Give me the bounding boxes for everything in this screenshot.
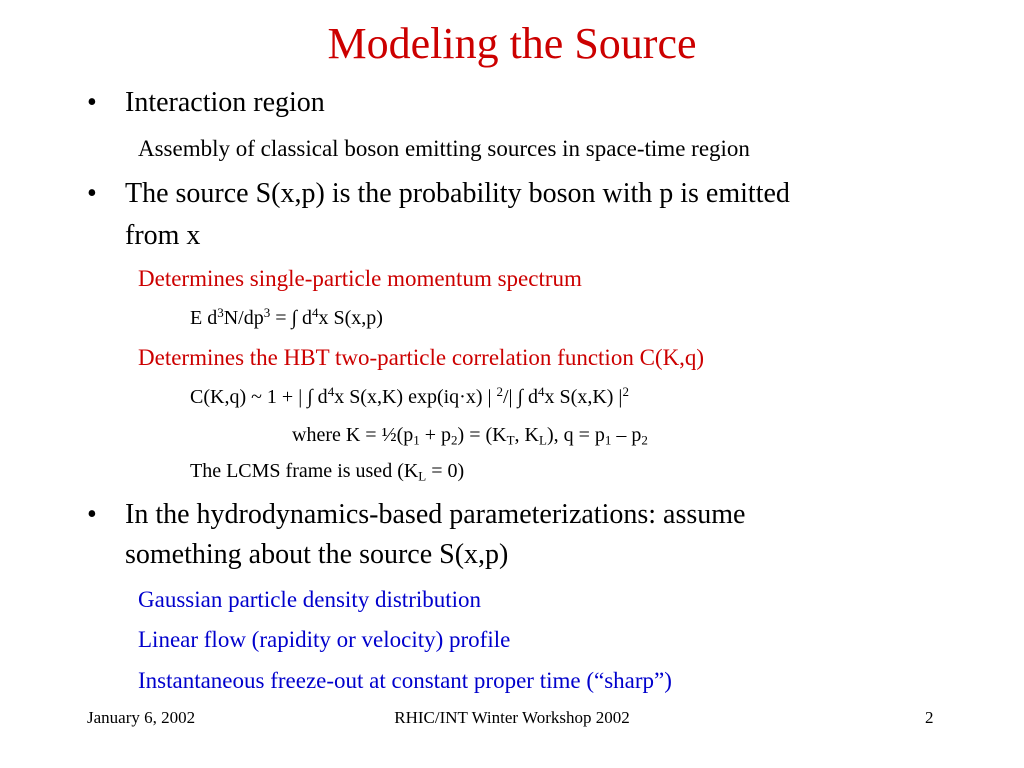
eq-text: ) = (K <box>457 424 507 446</box>
footer-date: January 6, 2002 <box>87 708 196 727</box>
eq-text: C(K,q) ~ 1 + | ∫ d <box>190 386 328 408</box>
equation-spectrum <box>190 305 383 331</box>
eq-sup: 4 <box>327 383 335 399</box>
bullet-text: In the hydrodynamics-based parameterizations: assume <box>125 499 746 530</box>
sub-bullet-freeze-out: Instantaneous freeze-out at constant proper time (“sharp”) <box>138 668 672 693</box>
footer-page-number: 2 <box>925 708 934 727</box>
eq-text: where K = ½(p <box>292 424 414 446</box>
equation-k-q-definition <box>292 422 648 448</box>
eq-text: + p <box>419 424 452 446</box>
bullet-icon: • <box>87 178 97 209</box>
bullet-text: The source S(x,p) is the probability boson with p is emitted <box>125 178 790 209</box>
eq-text: E d <box>190 307 218 329</box>
eq-sub: 1 <box>604 432 612 448</box>
eq-sup: 4 <box>538 383 545 399</box>
equation-lcms-frame <box>190 458 464 484</box>
eq-sup: 2 <box>496 383 503 399</box>
equation-correlation <box>190 384 629 410</box>
bullet-interaction-region <box>87 86 325 120</box>
eq-sub: T <box>506 432 515 448</box>
eq-sup: 3 <box>263 304 271 320</box>
bullet-icon: • <box>87 87 97 118</box>
bullet-source-definition <box>87 177 790 211</box>
bullet-hydrodynamics <box>87 498 746 532</box>
eq-sub: 2 <box>451 432 458 448</box>
sub-bullet-assembly: Assembly of classical boson emitting sources in space-time region <box>138 136 750 161</box>
sub-bullet-linear-flow: Linear flow (rapidity or velocity) profile <box>138 627 511 652</box>
bullet-icon: • <box>87 499 97 530</box>
eq-text: x S(x,K) | <box>544 386 623 408</box>
eq-sub: 1 <box>413 432 420 448</box>
bullet-source-definition-cont: from x <box>125 220 201 251</box>
sub-bullet-momentum-spectrum: Determines single-particle momentum spectrum <box>138 266 582 291</box>
eq-text: x S(x,p) <box>318 307 383 329</box>
eq-sup: 3 <box>217 304 224 320</box>
slide-title: Modeling the Source <box>327 19 697 68</box>
eq-text: /| ∫ d <box>503 386 539 408</box>
eq-sub: L <box>538 432 547 448</box>
eq-sup: 2 <box>622 383 629 399</box>
eq-sup: 4 <box>311 304 319 320</box>
eq-text: The LCMS frame is used (K <box>190 460 419 482</box>
eq-text: x S(x,K) exp(iq·x) | <box>334 386 497 408</box>
eq-text: = 0) <box>426 460 465 482</box>
eq-sub: 2 <box>641 432 648 448</box>
eq-text: ), q = p <box>546 424 605 446</box>
eq-text: = ∫ d <box>270 307 312 329</box>
eq-text: N/dp <box>223 307 264 329</box>
sub-bullet-hbt-correlation: Determines the HBT two-particle correlation function C(K,q) <box>138 345 705 370</box>
bullet-hydrodynamics-cont: something about the source S(x,p) <box>125 539 509 570</box>
footer-event: RHIC/INT Winter Workshop 2002 <box>394 708 630 727</box>
eq-text: , K <box>514 424 539 446</box>
eq-sub: L <box>418 468 427 484</box>
eq-text: – p <box>611 424 642 446</box>
sub-bullet-gaussian: Gaussian particle density distribution <box>138 587 482 612</box>
bullet-text: Interaction region <box>125 87 325 118</box>
